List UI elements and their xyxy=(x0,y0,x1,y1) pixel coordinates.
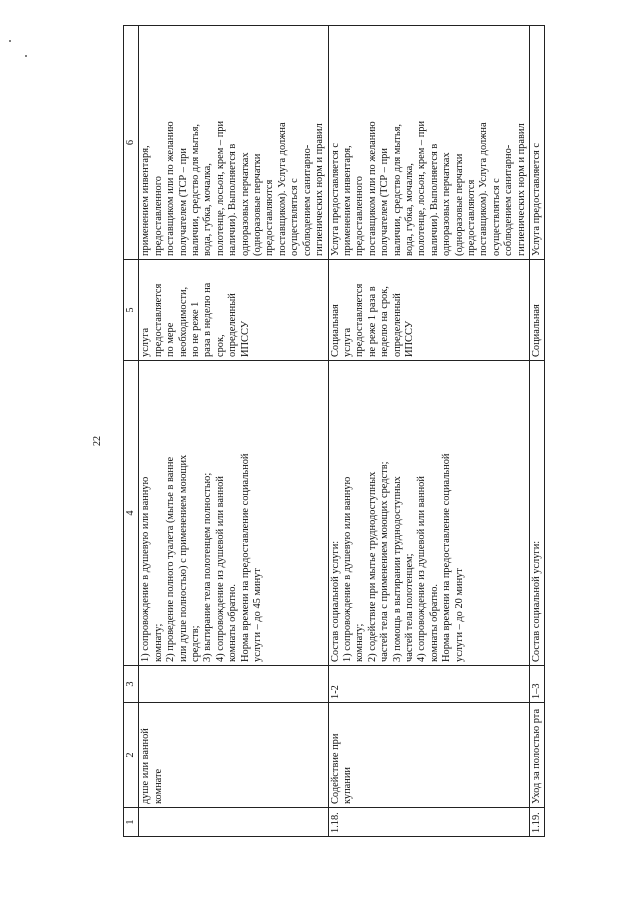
table-cell-col3: 1-2 xyxy=(328,666,530,703)
cell-line: 1) сопровождение в душевую или ванную xyxy=(140,476,152,662)
cell-line: Услуга предоставляется с xyxy=(329,142,341,256)
cell-line: определенный xyxy=(391,293,403,357)
cell-line: 4) сопровождение из душевой или ванной xyxy=(214,476,226,662)
table-cell-col3 xyxy=(139,666,328,703)
cell-line: предоставленного xyxy=(354,176,366,256)
table-cell-col4 xyxy=(530,361,545,666)
column-header: 3 xyxy=(124,666,139,703)
header-row xyxy=(124,26,139,837)
cell-line: 2) проведение полного туалета (мытье в ванне xyxy=(165,456,177,662)
cell-line: предоставляется xyxy=(152,283,164,357)
cell-line: услуга xyxy=(140,327,152,357)
cell-line: ИПССУ xyxy=(239,320,251,357)
cell-line: получателем (ТСР – при xyxy=(177,148,189,256)
cell-line: не реже 1 раза в xyxy=(366,286,378,357)
cell-line: Социальная xyxy=(531,304,542,357)
cell-line: гигиенических норм и правил xyxy=(314,123,326,256)
cell-line: полотенце, лосьон, крем – при xyxy=(214,120,226,256)
cell-line: применением инвентаря, xyxy=(140,145,152,256)
services-table xyxy=(123,25,545,837)
cell-line: предоставляется xyxy=(354,283,366,357)
table-row xyxy=(328,26,530,837)
table-cell-col1: 1.18. xyxy=(328,808,530,837)
cell-line: комнаты обратно. xyxy=(428,583,440,662)
table-row xyxy=(530,26,545,837)
table-row xyxy=(139,26,328,837)
cell-line: Состав социальной услуги: xyxy=(329,540,341,662)
cell-line: наличии, средство для мытья, xyxy=(391,124,403,256)
cell-line: поставщиком). Услуга должна xyxy=(276,122,288,256)
scan-speck xyxy=(9,40,11,42)
cell-line: применением инвентаря, xyxy=(341,145,353,256)
cell-line: услуги – до 45 минут xyxy=(252,568,264,662)
cell-line: наличии, средство для мытья, xyxy=(190,124,202,256)
cell-line: вода, губка, мочалка, xyxy=(403,163,415,256)
cell-line: Состав социальной услуги: xyxy=(531,540,542,662)
cell-line: осуществляться с xyxy=(490,178,502,256)
cell-line: душе или ванной xyxy=(140,728,152,804)
column-header: 1 xyxy=(124,808,139,837)
cell-line: 1) сопровождение в душевую или ванную xyxy=(341,476,353,662)
cell-line: услуги – до 20 минут xyxy=(453,568,465,662)
cell-line: соблюдением санитарно- xyxy=(503,144,515,256)
cell-line: вода, губка, мочалка, xyxy=(202,163,214,256)
table-cell-col2 xyxy=(328,703,530,808)
cell-line: поставщиком или по желанию xyxy=(366,121,378,256)
table-cell-col6 xyxy=(139,26,328,260)
cell-line: осуществляться с xyxy=(289,178,301,256)
cell-line: 2) содействие при мытье труднодоступных xyxy=(366,471,378,662)
table-cell-col1: 1.19. xyxy=(530,808,545,837)
table-cell-col5 xyxy=(139,260,328,361)
cell-line: 3) вытирание тела полотенцем полностью; xyxy=(202,472,214,662)
column-header: 6 xyxy=(124,26,139,260)
cell-line: поставщиком). Услуга должна xyxy=(478,122,490,256)
cell-line: 4) сопровождение из душевой или ванной xyxy=(416,476,428,662)
cell-line: получателем (ТСР – при xyxy=(379,148,391,256)
cell-line: наличии). Выполняется в xyxy=(227,143,239,256)
cell-line: но не реже 1 xyxy=(190,301,202,357)
column-header: 5 xyxy=(124,260,139,361)
cell-line: ИПССУ xyxy=(403,320,415,357)
cell-line: 3) помощь в вытирании труднодоступных xyxy=(391,476,403,662)
cell-line: наличии). Выполняется в xyxy=(428,143,440,256)
cell-line: (одноразовые перчатки xyxy=(252,153,264,256)
table-cell-col5 xyxy=(328,260,530,361)
cell-line: полотенце, лосьон, крем – при xyxy=(416,120,428,256)
cell-line: раза в неделю на xyxy=(202,282,214,357)
cell-line: частей тела полотенцем; xyxy=(403,553,415,662)
cell-line: гигиенических норм и правил xyxy=(515,123,527,256)
cell-line: соблюдением санитарно- xyxy=(301,144,313,256)
table-cell-col3: 1–3 xyxy=(530,666,545,703)
cell-line: предоставленного xyxy=(152,176,164,256)
cell-line: одноразовых перчатках xyxy=(239,152,251,256)
table-cell-col2 xyxy=(530,703,545,808)
cell-line: Норма времени на предоставление социальной xyxy=(441,453,453,662)
table-cell-col6 xyxy=(328,26,530,260)
cell-line: по мере xyxy=(165,322,177,357)
cell-line: комнате xyxy=(152,768,164,804)
cell-line: одноразовых перчатках xyxy=(441,152,453,256)
cell-line: предоставляются xyxy=(465,179,477,256)
cell-line: предоставляются xyxy=(264,179,276,256)
cell-line: Уход за полостью рта xyxy=(531,708,542,804)
cell-line: срок, xyxy=(214,334,226,357)
cell-line: комнаты обратно. xyxy=(227,583,239,662)
table-cell-col5 xyxy=(530,260,545,361)
cell-line: Услуга предоставляется с xyxy=(531,142,542,256)
cell-line: услуга xyxy=(341,327,353,357)
rotated-table-container xyxy=(123,68,573,837)
column-header: 4 xyxy=(124,361,139,666)
cell-line: определенный xyxy=(227,293,239,357)
column-header: 2 xyxy=(124,703,139,808)
cell-line: средств; xyxy=(190,625,202,662)
cell-line: необходимости, xyxy=(177,286,189,357)
table-cell-col6 xyxy=(530,26,545,260)
cell-line: частей тела с применением моющих средств; xyxy=(379,461,391,662)
cell-line: купании xyxy=(341,767,353,804)
cell-line: Социальная xyxy=(329,304,341,357)
cell-line: или душе полностью) с применением моющих xyxy=(177,454,189,662)
cell-line: поставщиком или по желанию xyxy=(165,121,177,256)
table-cell-col1 xyxy=(139,808,328,837)
cell-line: комнату; xyxy=(354,623,366,662)
table-cell-col4 xyxy=(328,361,530,666)
cell-line: Норма времени на предоставление социальной xyxy=(239,453,251,662)
cell-line: (одноразовые перчатки xyxy=(453,153,465,256)
table-cell-col2 xyxy=(139,703,328,808)
cell-line: комнату; xyxy=(152,623,164,662)
scan-speck xyxy=(25,55,27,57)
cell-line: неделю на срок, xyxy=(379,286,391,357)
table-cell-col4 xyxy=(139,361,328,666)
page-number: 22 xyxy=(92,436,103,446)
cell-line: Содействие при xyxy=(329,733,341,804)
